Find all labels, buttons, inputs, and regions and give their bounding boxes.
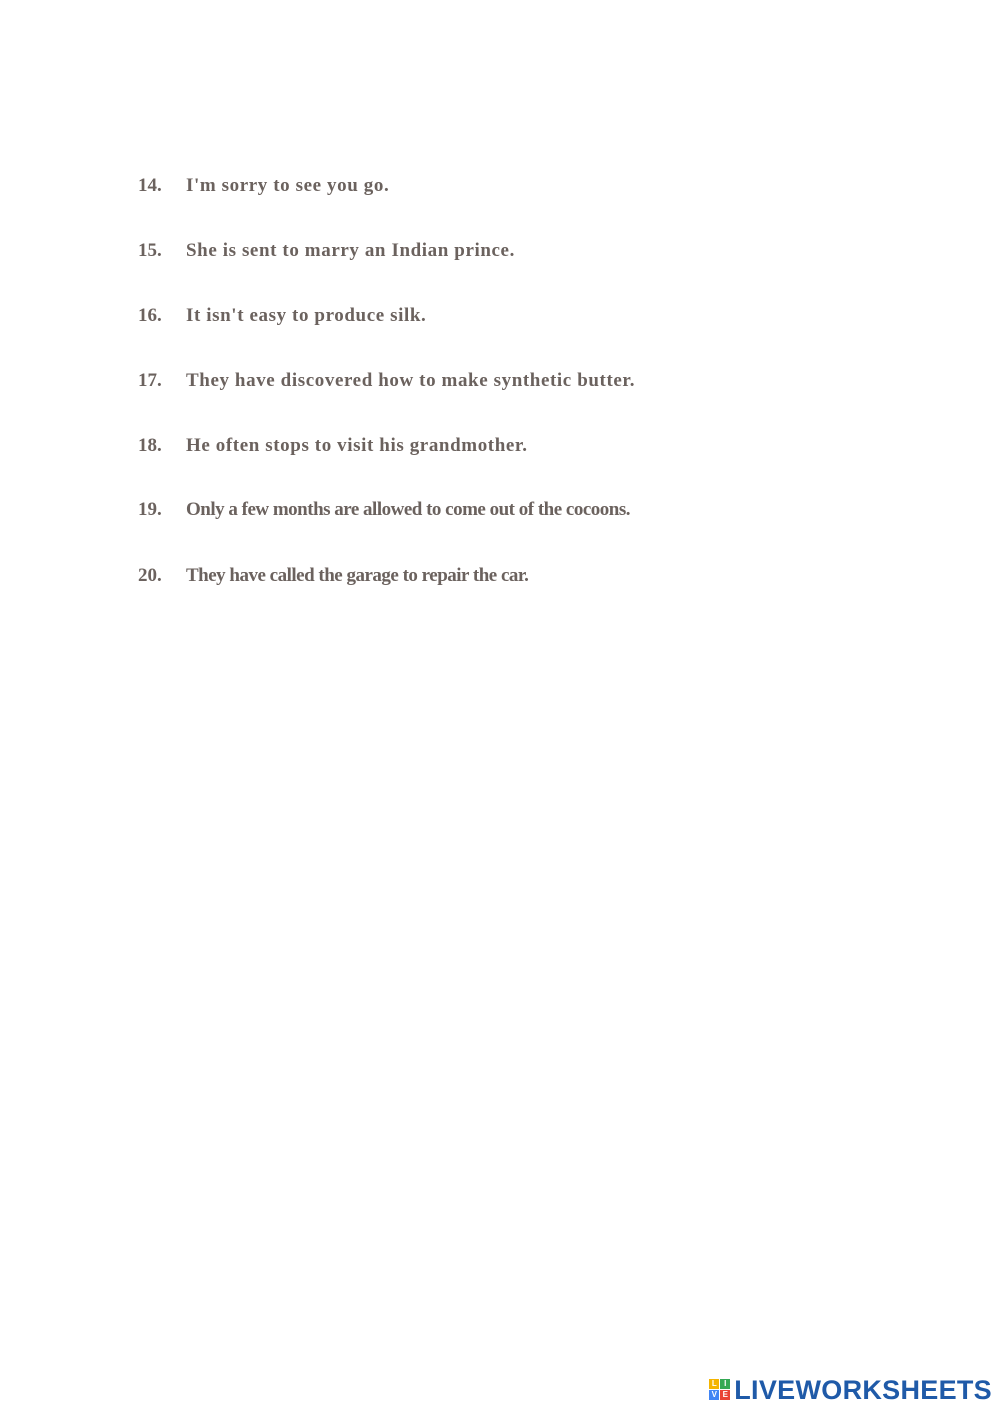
liveworksheets-logo-icon	[709, 1379, 731, 1401]
item-sentence: They have discovered how to make synthetic butter.	[186, 370, 636, 391]
logo-letter-l: L	[709, 1379, 719, 1389]
item-sentence: He often stops to visit his grandmother.	[186, 435, 528, 456]
item-sentence: I'm sorry to see you go.	[186, 175, 390, 196]
item-number: 18.	[138, 435, 162, 456]
brand-name: LIVEWORKSHEETS	[734, 1374, 992, 1405]
list-item	[138, 174, 389, 198]
item-sentence: She is sent to marry an Indian prince.	[186, 240, 515, 261]
list-item	[138, 564, 528, 588]
logo-letter-v: V	[709, 1390, 719, 1400]
item-number: 17.	[138, 370, 162, 391]
item-number: 14.	[138, 175, 162, 196]
item-sentence: Only a few months are allowed to come out of the cocoons.	[186, 499, 630, 520]
logo-letter-e: E	[720, 1390, 730, 1400]
list-item	[138, 304, 426, 328]
item-number: 15.	[138, 240, 162, 261]
logo-letter-i: I	[720, 1379, 730, 1389]
item-sentence: It isn't easy to produce silk.	[186, 305, 427, 326]
list-item	[138, 434, 528, 458]
list-item	[138, 239, 515, 263]
item-sentence: They have called the garage to repair the car.	[186, 565, 529, 586]
item-number: 16.	[138, 305, 162, 326]
list-item	[138, 369, 635, 393]
liveworksheets-watermark	[709, 1375, 992, 1405]
list-item	[138, 498, 630, 522]
item-number: 20.	[138, 565, 162, 586]
item-number: 19.	[138, 499, 162, 520]
